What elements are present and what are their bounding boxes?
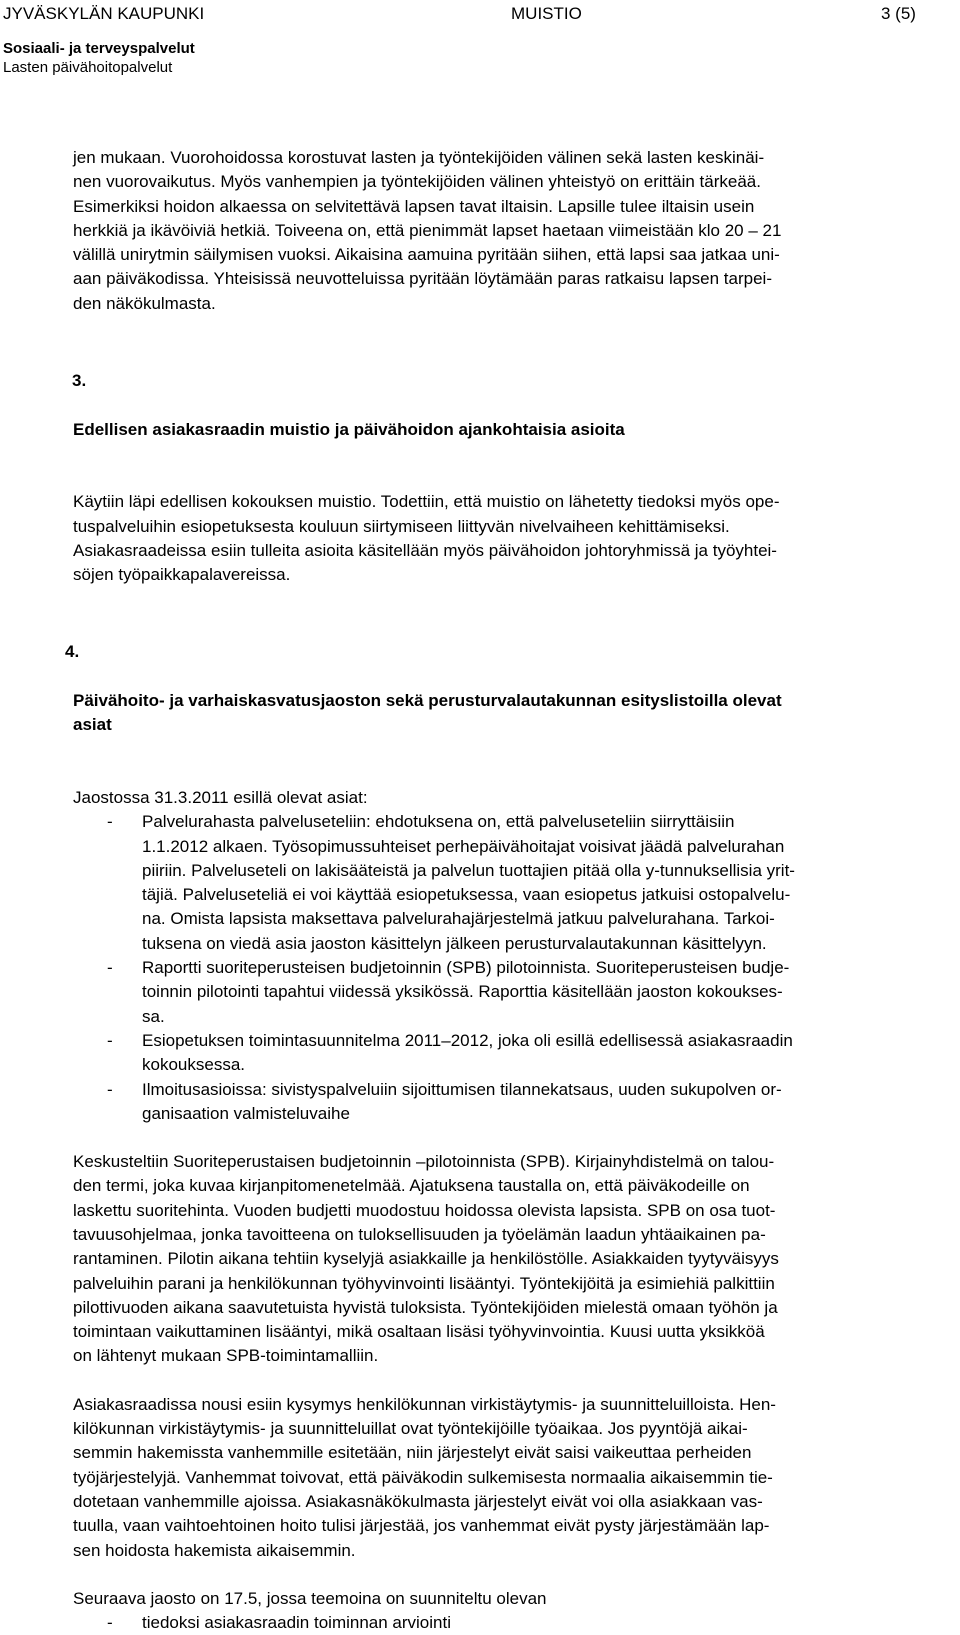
list-item-text: Palvelurahasta palveluseteliin: ehdotuksena on, että palveluseteliin siirryttäisiin 1.1.2012 alkaen. Työsopimussuhteiset perhepäivähoitajat voisivat jäädä palvelurahan piiriin. Palveluseteli on lakisääteistä ja palvelun tuottajien pitää olla y-tunnuksellisia yrit- täjiä. Palveluseteliä ei voi käyttää esiopetuksessa, vaan esiopetus jatkuisi ostopalvelu- na. Omista lapsista maksettava palvelurahajärjestelmä jatkuu palvelurahana. Tarkoi- tuksena on viedä asia jaoston käsittelyn jälkeen perusturvalautakunnan käsittelyyn. bbox=[142, 812, 795, 953]
section-3-title: Edellisen asiakasraadin muistio ja päivähoidon ajankohtaisia asioita bbox=[73, 419, 625, 439]
next-meeting-list bbox=[73, 1611, 959, 1635]
list-item bbox=[73, 1611, 959, 1635]
document-type: MUISTIO bbox=[511, 4, 582, 23]
recreation-paragraph: Asiakasraadissa nousi esiin kysymys henkilökunnan virkistäytymis- ja suunnitteluilloista. Hen- kilökunnan virkistäytymis- ja suunnitteluillat ovat työntekijöille työaikaa. Jos pyyntöjä aikai- semmin hakemissta vanhemmille esitetään, niin järjestelyt eivät saisi vaikeuttaa perheiden työjärjestelyjä. Vanhemmat toivovat, että päiväkodin sulkemisesta normaalia aikaisemmin tie- dotetaan vanhemmille ajoissa. Asiakasnäkökulmasta järjestelyt eivät voi olla asiakkaan vas- tuulla, vaan vaihtoehtoinen hoito tulisi järjestää, jos vanhemmat eivät pysty järjestämään lap- sen hoidosta hakemista aikaisemmin. bbox=[73, 1394, 776, 1560]
department-name: Sosiaali- ja terveyspalvelut bbox=[3, 40, 195, 57]
section-4-intro: Jaostossa 31.3.2011 esillä olevat asiat: bbox=[73, 787, 368, 807]
section-3-body: Käytiin läpi edellisen kokouksen muistio. Todettiin, että muistio on lähetetty tiedoksi myös ope- tuspalveluihin esiopetuksesta kouluun siirtymiseen liittyvän nivelvaiheen kehittämiseksi. Asiakasraadeissa esiin tulleita asioita käsitellään myös päivähoidon johtoryhmissä ja työyhtei- söjen työpaikkapalavereissa. bbox=[73, 492, 780, 585]
intro-paragraph: jen mukaan. Vuorohoidossa korostuvat lasten ja työntekijöiden välinen sekä lasten keskinäi- nen vuorovaikutus. Myös vanhempien ja työntekijöiden välinen yhteistyö on erittäin tärkeää. Esimerkiksi hoidon alkaessa on selvitettävä lapsen tavat iltaisin. Lapsille tulee iltaisin usein herkkiä ja ikävöiviä hetkiä. Toiveena on, että pienimmät lapset haetaan viimeistään klo 20 – 21 välillä unirytmin säilymisen vuoksi. Aikaisina aamuina pyritään siihen, että lapsi saa jatkaa uni- aan päiväkodissa. Yhteisissä neuvotteluissa pyritään löytämään paras ratkaisu lapsen tarpei- den näkökulmasta. bbox=[73, 148, 782, 313]
list-dash: - bbox=[107, 1079, 113, 1099]
list-item bbox=[73, 956, 959, 1029]
unit-name: Lasten päivähoitopalvelut bbox=[3, 59, 173, 76]
list-item-text: tiedoksi asiakasraadin toiminnan arviointi bbox=[142, 1613, 451, 1633]
list-item bbox=[73, 810, 959, 956]
list-item bbox=[73, 1029, 959, 1078]
section-4-heading bbox=[65, 640, 959, 761]
list-dash: - bbox=[107, 1613, 113, 1633]
section-3-heading bbox=[73, 369, 959, 466]
list-item-text: Ilmoitusasioissa: sivistyspalveluiin sijoittumisen tilannekatsaus, uuden sukupolven or- ganisaation valmisteluvaihe bbox=[142, 1079, 782, 1123]
list-item-text: Esiopetuksen toimintasuunnitelma 2011–2012, joka oli esillä edellisessä asiakasraadin kokouksessa. bbox=[142, 1030, 793, 1075]
spb-paragraph: Keskusteltiin Suoriteperustaisen budjetoinnin –pilotoinnista (SPB). Kirjainyhdistelmä on talou- den termi, joka kuvaa kirjanpitomenetelmää. Ajatuksena taustalla on, että päiväkodeille on laskettu suoritehinta. Vuoden budjetti muodostuu hoidossa olevista lapsista. SPB on osa tuot- tavuusohjelmaa, jonka tavoitteena on tuloksellisuuden ja työelämän laadun yhtäaikainen pa- rantaminen. Pilotin aikana tehtiin kyselyjä asiakkaille ja henkilöstölle. Asiakkaiden tyytyväisyys palveluihin parani ja henkilökunnan työhyvinvointi lisääntyi. Työntekijöitä ja esimiehiä palkittiin pilottivuoden aikana saavutetuista hyvistä tuloksista. Työntekijöiden mielestä omaan työhön ja toimintaan vaikuttaminen lisääntyi, mikä osaltaan lisäsi työhyvinvointia. Kuusi uutta yksikköä on lähtenyt mukaan SPB-toimintamalliin. bbox=[73, 1152, 779, 1366]
organization-name: JYVÄSKYLÄN KAUPUNKI bbox=[3, 4, 205, 23]
list-dash: - bbox=[107, 812, 113, 832]
list-item-text: Raportti suoriteperusteisen budjetoinnin (SPB) pilotoinnista. Suoriteperusteisen budje- toinnin pilotointi tapahtui viidessä yksikössä. Raporttia käsitellään jaoston kokoukses- sa. bbox=[142, 958, 790, 1026]
section-4-number: 4. bbox=[65, 642, 80, 662]
section-3-number: 3. bbox=[72, 371, 87, 391]
section-4-title: Päivähoito- ja varhaiskasvatusjaoston sekä perusturvalautakunnan esityslistoilla olevat asiat bbox=[73, 691, 782, 735]
list-item bbox=[73, 1078, 959, 1127]
agenda-list bbox=[73, 810, 959, 1126]
page-number: 3 (5) bbox=[881, 4, 916, 23]
list-dash: - bbox=[107, 1030, 113, 1050]
next-meeting-text: Seuraava jaosto on 17.5, jossa teemoina on suunniteltu olevan bbox=[73, 1588, 547, 1608]
document-body bbox=[65, 146, 959, 1635]
list-dash: - bbox=[107, 958, 113, 978]
